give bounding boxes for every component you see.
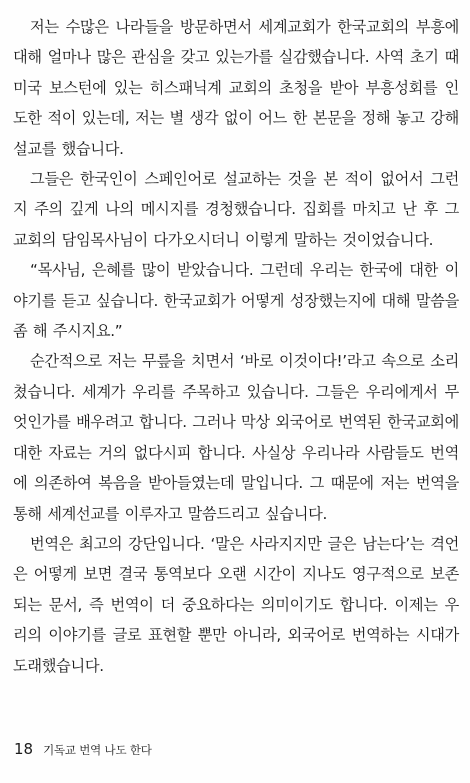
paragraph-2: 그들은 한국인이 스페인어로 설교하는 것을 본 적이 없어서 그런지 주의 깊게 나의 메시지를 경청했습니다. 집회를 마치고 난 후 그 교회의 담임목사님이 다가오시더니 이렇게 말하는 것이었습니다. xyxy=(13,170,459,249)
page-footer xyxy=(14,740,152,758)
paragraph-3: “목사님, 은혜를 많이 받았습니다. 그런데 우리는 한국에 대한 이야기를 듣고 싶습니다. 한국교회가 어떻게 성장했는지에 대해 말씀을 좀 해 주시지요.” xyxy=(13,261,459,341)
page-number: 18 xyxy=(14,740,34,758)
paragraph-5: 번역은 최고의 강단입니다. ‘말은 사라지지만 글은 남는다’는 격언은 어떻게 보면 결국 통역보다 오랜 시간이 지나도 영구적으로 보존되는 문서, 즉 번역이 더 중요하다는 의미이기도 합니다. 이제는 우리의 이야기를 글로 표현할 뿐만 아니라, 외국어로 번역하는 시대가 도래했습니다. xyxy=(13,534,459,675)
paragraph-4: 순간적으로 저는 무릎을 치면서 ‘바로 이것이다!’라고 속으로 소리쳤습니다. 세계가 우리를 주목하고 있습니다. 그들은 우리에게서 무엇인가를 배우려고 합니다. 그러나 막상 외국어로 번역된 한국교회에 대한 자료는 거의 없다시피 합니다. 사실상 우리나라 사람들도 번역에 의존하여 복음을 받아들였는데 말입니다. 그 때문에 저는 번역을 통해 세계선교를 이루자고 말씀드리고 싶습니다. xyxy=(13,352,459,523)
paragraph-1: 저는 수많은 나라들을 방문하면서 세계교회가 한국교회의 부흥에 대해 얼마나 많은 관심을 갖고 있는가를 실감했습니다. 사역 초기 때 미국 보스턴에 있는 히스패닉계 교회의 초청을 받아 부흥성회를 인도한 적이 있는데, 저는 별 생각 없이 어느 한 본문을 정해 놓고 강해설교를 했습니다. xyxy=(13,18,459,158)
running-title: 기독교 번역 나도 한다 xyxy=(43,743,152,757)
page-body xyxy=(13,12,459,681)
